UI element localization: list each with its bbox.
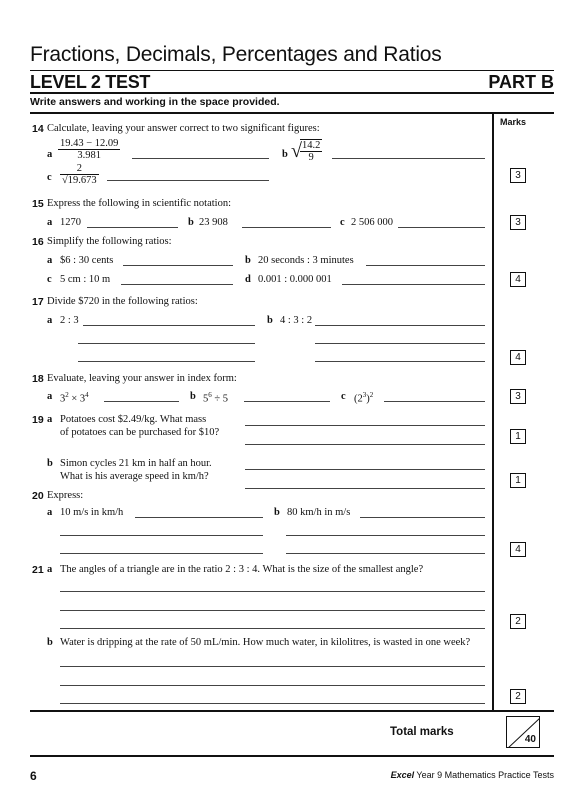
question-text: of potatoes can be purchased for $10? [60, 427, 220, 438]
expression: 5 cm : 10 m [60, 274, 111, 285]
part-label: c [47, 172, 52, 183]
fraction-denominator: 9 [308, 152, 314, 163]
marks-column-heading: Marks [500, 117, 527, 127]
base: 3 [60, 393, 66, 405]
expression: 80 km/h in m/s [287, 507, 351, 518]
total-marks-box [506, 716, 540, 748]
section-top-rule [30, 112, 554, 114]
answer-line[interactable] [332, 158, 485, 159]
part-label: b [245, 255, 251, 266]
expression [60, 391, 89, 405]
answer-line[interactable] [123, 265, 233, 266]
answer-line[interactable] [60, 610, 485, 611]
part-label: a [47, 507, 53, 518]
part-label: a [47, 315, 53, 326]
exponent: 2 [369, 391, 374, 399]
part-label: b [190, 391, 196, 402]
operator: ÷ 5 [211, 393, 229, 405]
answer-line[interactable] [398, 227, 485, 228]
question-text: Simplify the following ratios: [47, 236, 172, 247]
footer-rule [30, 755, 554, 757]
question-text: Express the following in scientific notation: [47, 198, 232, 209]
question-number: 15 [32, 198, 44, 210]
part-heading: PART B [488, 72, 554, 92]
book-brand: Excel [390, 770, 415, 780]
part-label: b [47, 458, 53, 469]
question-number: 14 [32, 123, 44, 135]
expression: 4 : 3 : 2 [280, 315, 313, 326]
answer-line[interactable] [107, 180, 269, 181]
expression [203, 391, 228, 405]
answer-line[interactable] [360, 517, 485, 518]
answer-line[interactable] [104, 401, 179, 402]
fraction-numerator: 2 [60, 163, 99, 175]
answer-line[interactable] [87, 227, 178, 228]
exponent: 4 [85, 391, 89, 399]
radical-sign-icon: √ [291, 140, 302, 162]
fraction-expression [60, 163, 99, 186]
exponent: 2 [65, 391, 69, 399]
expression: 20 seconds : 3 minutes [258, 255, 354, 266]
answer-line[interactable] [132, 158, 269, 159]
marks-box: 4 [510, 350, 526, 365]
answer-line[interactable] [135, 517, 263, 518]
total-marks-value: 40 [524, 734, 536, 745]
marks-box: 4 [510, 272, 526, 287]
question-number: 17 [32, 296, 44, 308]
question-number: 20 [32, 490, 44, 502]
expression: 23 908 [199, 217, 228, 228]
marks-box: 1 [510, 429, 526, 444]
part-label: b [47, 637, 53, 648]
fraction-numerator: 19.43 − 12.09 [60, 138, 119, 149]
expression: 0.001 : 0.000 001 [258, 274, 332, 285]
answer-line[interactable] [60, 666, 485, 667]
radical-sign-icon: √ [62, 175, 68, 186]
answer-line[interactable] [60, 535, 263, 536]
exponent: 6 [208, 391, 212, 399]
part-label: a [47, 414, 53, 425]
question-text: Simon cycles 21 km in half an hour. [60, 458, 212, 469]
answer-line[interactable] [245, 488, 485, 489]
answer-line[interactable] [60, 703, 485, 704]
question-number: 21 [32, 564, 44, 576]
marks-box: 3 [510, 389, 526, 404]
answer-line[interactable] [286, 553, 485, 554]
part-label: d [245, 274, 251, 285]
question-text: Water is dripping at the rate of 50 mL/min. How much water, in kilolitres, is wasted in one week? [60, 637, 471, 648]
page-number: 6 [30, 769, 37, 783]
answer-line[interactable] [245, 469, 485, 470]
part-label: a [47, 149, 53, 160]
question-number: 16 [32, 236, 44, 248]
answer-line[interactable] [315, 343, 485, 344]
fraction-denominator: 19.673 [67, 175, 97, 186]
operator: × [68, 393, 80, 405]
part-label: a [47, 391, 53, 402]
part-label: b [282, 149, 288, 160]
expression: 10 m/s in km/h [60, 507, 124, 518]
answer-line[interactable] [245, 444, 485, 445]
question-text: Divide $720 in the following ratios: [47, 296, 198, 307]
question-text: Potatoes cost $2.49/kg. What mass [60, 414, 207, 425]
instructions: Write answers and working in the space provided. [30, 96, 280, 108]
expression [354, 391, 373, 405]
question-number: 19 [32, 414, 44, 426]
part-label: c [341, 391, 346, 402]
expression: 2 : 3 [60, 315, 79, 326]
base: 3 [79, 393, 86, 405]
answer-line[interactable] [121, 284, 233, 285]
book-title-text: Year 9 Mathematics Practice Tests [414, 770, 554, 780]
section-bottom-rule [30, 710, 554, 712]
expression: 2 506 000 [351, 217, 393, 228]
answer-line[interactable] [78, 343, 255, 344]
question-text: Evaluate, leaving your answer in index form: [47, 373, 237, 384]
question-text: What is his average speed in km/h? [60, 471, 209, 482]
marks-box: 2 [510, 614, 526, 629]
fraction-denominator-root [60, 175, 99, 186]
part-label: a [47, 217, 53, 228]
page-title: Fractions, Decimals, Percentages and Ratios [30, 43, 442, 66]
answer-line[interactable] [315, 325, 485, 326]
question-text: The angles of a triangle are in the ratio 2 : 3 : 4. What is the size of the smallest angle? [60, 564, 424, 575]
expression: $6 : 30 cents [60, 255, 114, 266]
answer-line[interactable] [60, 685, 485, 686]
expression: 1270 [60, 217, 81, 228]
question-number: 18 [32, 373, 44, 385]
part-label: a [47, 564, 53, 575]
part-label: c [340, 217, 345, 228]
answer-line[interactable] [342, 284, 485, 285]
part-label: c [47, 274, 52, 285]
answer-line[interactable] [245, 425, 485, 426]
total-marks-label: Total marks [390, 726, 454, 738]
marks-box: 1 [510, 473, 526, 488]
answer-line[interactable] [78, 361, 255, 362]
part-label: b [188, 217, 194, 228]
answer-line[interactable] [366, 265, 485, 266]
book-title [391, 770, 554, 780]
marks-column-divider [492, 112, 494, 710]
marks-box: 2 [510, 689, 526, 704]
fraction-denominator: 3.981 [77, 150, 102, 161]
part-label: b [267, 315, 273, 326]
question-text: Express: [47, 490, 84, 501]
heading-rule [30, 92, 554, 94]
answer-line[interactable] [83, 325, 255, 326]
marks-box: 3 [510, 168, 526, 183]
fraction-numerator: 14.2 [301, 140, 321, 151]
answer-line[interactable] [286, 535, 485, 536]
base: 5 [203, 393, 209, 405]
marks-box: 4 [510, 542, 526, 557]
level-heading: LEVEL 2 TEST [30, 72, 151, 92]
part-label: a [47, 255, 53, 266]
question-text: Calculate, leaving your answer correct to two significant figures: [47, 123, 320, 134]
title-rule [30, 70, 554, 71]
base: (2 [354, 393, 363, 405]
fraction-expression [58, 138, 120, 161]
part-label: b [274, 507, 280, 518]
marks-box: 3 [510, 215, 526, 230]
square-root-expression [291, 138, 322, 164]
answer-line[interactable] [242, 227, 331, 228]
answer-line[interactable] [60, 591, 485, 592]
answer-line[interactable] [60, 628, 485, 629]
answer-line[interactable] [384, 401, 485, 402]
answer-line[interactable] [60, 553, 263, 554]
exponent: 3 [362, 391, 367, 399]
answer-line[interactable] [315, 361, 485, 362]
answer-line[interactable] [244, 401, 330, 402]
bracket: ) [366, 393, 370, 405]
